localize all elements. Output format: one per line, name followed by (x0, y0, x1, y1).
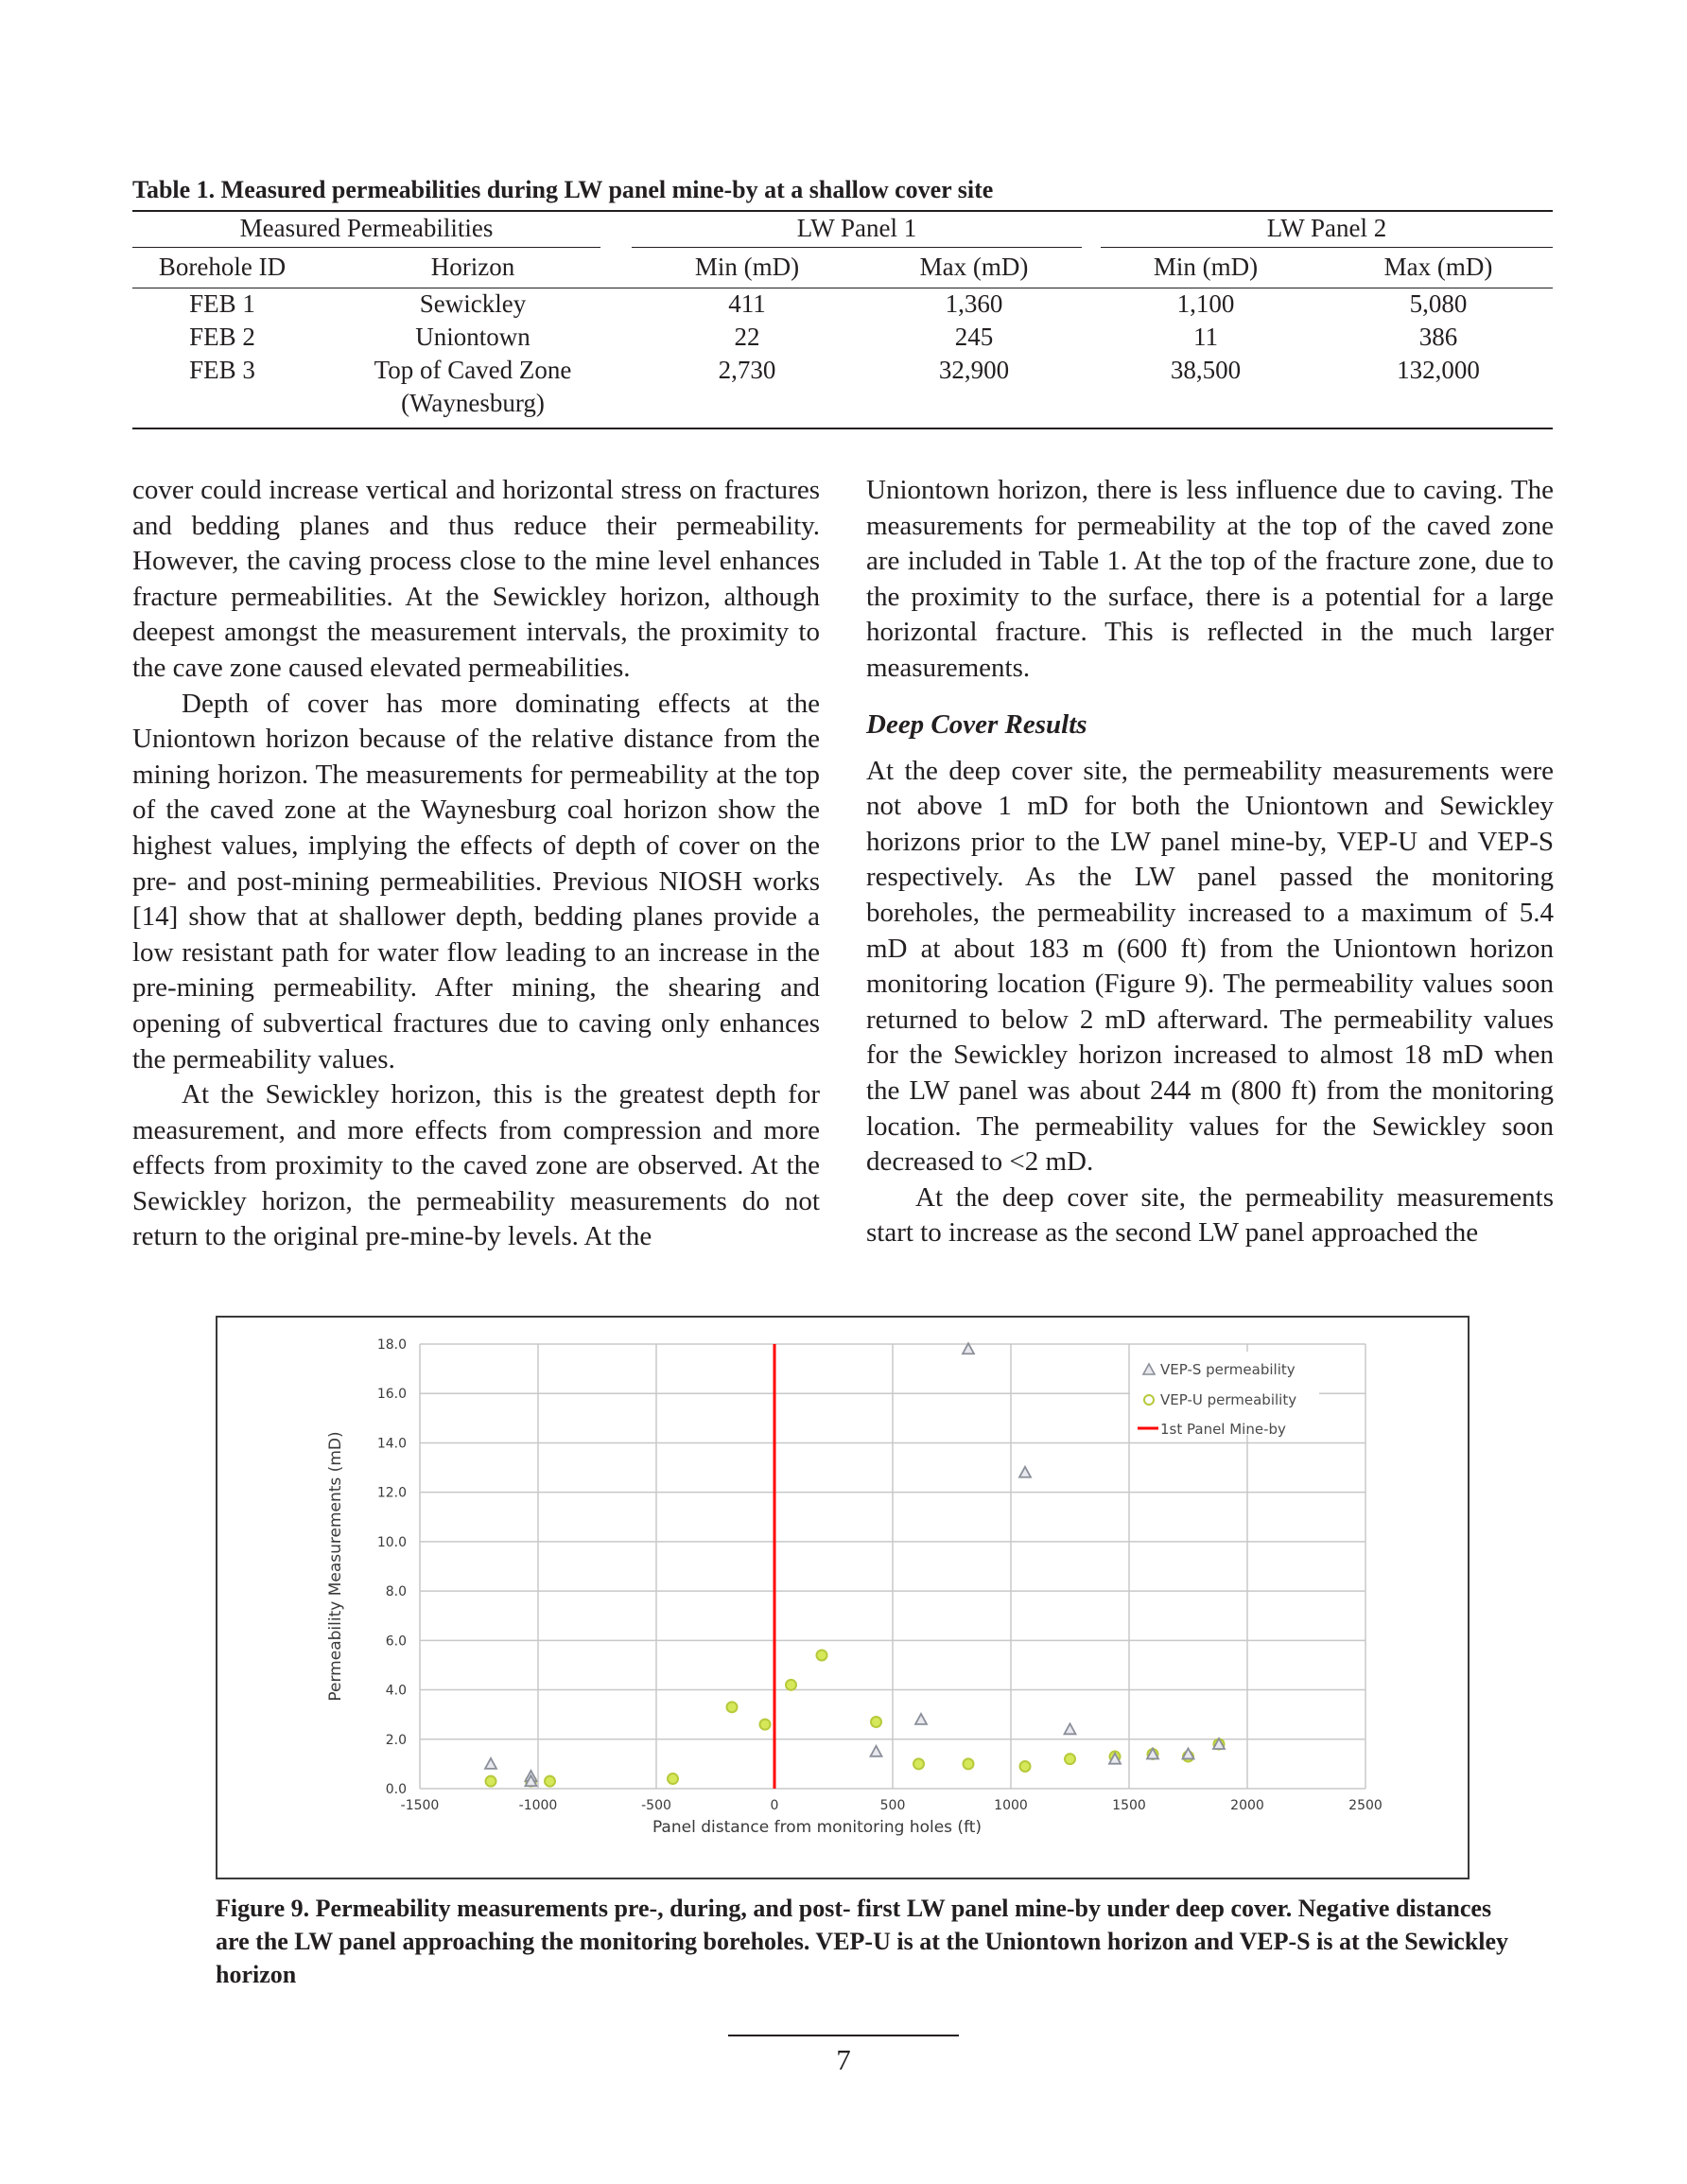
table-cell: 22 (734, 323, 760, 351)
table-cell: 38,500 (1170, 356, 1242, 384)
table-cell: 1,360 (945, 289, 1003, 318)
vep-s-point (1065, 1723, 1076, 1734)
table-cell: Top of Caved Zone (374, 356, 572, 384)
paragraph: At the Sewickley horizon, this is the greatest depth for measurement, and more effects from compression and more effects from proximity to the caved zone are observed. At the Sewickley horizon, the permeability measurements do not return to the original pre-mine-by levels. At the (132, 1079, 820, 1252)
vep-u-point (1065, 1754, 1075, 1764)
y-tick-label: 0.0 (385, 1782, 407, 1797)
paragraph: cover could increase vertical and horizontal stress on fractures and bedding planes and thus reduce their permeability. However, the caving process close to the mine level enhances fracture permeabilities. At the Sewickley horizon, although deepest amongst the measurement intervals, the proximity to the cave zone caused elevated permeabilities. (132, 475, 820, 683)
table-cell: FEB 1 (189, 289, 255, 318)
vep-s-point (871, 1746, 882, 1756)
vep-u-point (786, 1680, 796, 1690)
group-header-measured: Measured Permeabilities (239, 214, 494, 242)
x-axis-label: Panel distance from monitoring holes (ft) (652, 1818, 983, 1837)
page-number: 7 (836, 2043, 851, 2076)
col-header-p1-min: Min (mD) (694, 253, 800, 281)
legend-vep-u-label: VEP-U permeability (1160, 1391, 1297, 1408)
y-tick-label: 8.0 (385, 1584, 407, 1600)
paragraph: Uniontown horizon, there is less influence due to caving. The measurements for permeability at the top of the caved zone are included in Table 1. At the top of the fracture zone, due to the proximity to the surface, there is a potential for a large horizontal fracture. This is reflected in the much larger measurements. (866, 475, 1554, 683)
paragraph: At the deep cover site, the permeability measurements were not above 1 mD for both the Uniontown and Sewickley horizons prior to the LW panel mine-by, VEP-U and VEP-S respectively. As the LW panel passed the monitoring boreholes, the permeability increased to a maximum of 5.4 mD at about 183 m (600 ft) from the Uniontown horizon monitoring location (Figure 9). The permeability values soon returned to below 2 mD afterward. The permeability values for the Sewickley horizon increased to almost 18 mD when the LW panel was about 244 m (800 ft) from the monitoring location. The permeability values for the Sewickley soon decreased to <2 mD. (866, 755, 1554, 1178)
legend-vep-u-marker (1144, 1395, 1154, 1405)
table-cell: 386 (1418, 323, 1458, 351)
y-tick-label: 6.0 (385, 1634, 407, 1650)
group-rule-1 (132, 247, 600, 248)
y-tick-label: 16.0 (376, 1387, 407, 1403)
group-header-lw-panel-1: LW Panel 1 (796, 214, 917, 242)
col-header-p2-min: Min (mD) (1153, 253, 1259, 281)
footer-rule (728, 2035, 959, 2036)
col-header-p2-max: Max (mD) (1383, 253, 1493, 281)
scatter-chart (217, 1318, 1468, 1878)
x-tick-label: -1000 (518, 1798, 558, 1813)
right-column (866, 473, 1554, 1251)
vep-u-point (760, 1720, 771, 1730)
figure-caption: Figure 9. Permeability measurements pre-, during, and post- first LW panel mine-by under deep cover. Negative distances are the LW panel approaching the monitoring boreholes. VEP-U is at the Uniontown horizon and VEP-S is at the Sewickley horizon (216, 1895, 1509, 1988)
vep-s-point (1019, 1467, 1031, 1477)
table-top-rule (132, 210, 1553, 212)
table-cell: 5,080 (1409, 289, 1468, 318)
table-caption: Table 1. Measured permeabilities during LW panel mine-by at a shallow cover site (132, 176, 994, 203)
table-cell: 411 (728, 289, 766, 318)
vep-u-point (817, 1651, 827, 1661)
table-cell: FEB 3 (189, 356, 255, 384)
legend-mine-by-label: 1st Panel Mine-by (1160, 1421, 1286, 1438)
vep-s-point (963, 1343, 974, 1354)
x-tick-label: -500 (641, 1798, 671, 1813)
paragraph: Depth of cover has more dominating effects at the Uniontown horizon because of the relative distance from the mining horizon. The measurements for permeability at the top of the caved zone at the Waynesburg coal horizon show the highest values, implying the effects of depth of cover on the pre- and post-mining permeabilities. Previous NIOSH works [14] show that at shallower depth, bedding planes provide a low resistant path for water flow leading to an increase in the pre-mining permeability. After mining, the shearing and opening of subvertical fractures due to caving only enhances the permeability values. (132, 688, 820, 1075)
table-cell: 1,100 (1176, 289, 1235, 318)
left-column (132, 473, 820, 1255)
vep-u-point (668, 1773, 678, 1784)
x-tick-label: 2000 (1230, 1798, 1264, 1813)
col-header-borehole: Borehole ID (158, 253, 287, 281)
y-tick-label: 12.0 (376, 1485, 407, 1501)
x-tick-label: -1500 (400, 1798, 440, 1813)
vep-u-point (964, 1758, 974, 1769)
table-cell: 2,730 (718, 356, 776, 384)
vep-u-point (1020, 1761, 1031, 1772)
vep-u-point (545, 1776, 555, 1787)
y-tick-label: 18.0 (376, 1337, 407, 1353)
y-tick-label: 14.0 (376, 1436, 407, 1452)
col-header-p1-max: Max (mD) (919, 253, 1029, 281)
y-axis-label: Permeability Measurements (mD) (326, 1431, 345, 1702)
col-header-horizon: Horizon (430, 253, 515, 281)
x-tick-label: 0 (770, 1798, 779, 1813)
group-rule-3 (1101, 247, 1553, 248)
x-tick-label: 500 (879, 1798, 906, 1813)
y-tick-label: 4.0 (385, 1683, 407, 1699)
x-tick-label: 1000 (994, 1798, 1028, 1813)
x-tick-label: 1500 (1112, 1798, 1146, 1813)
group-header-lw-panel-2: LW Panel 2 (1266, 214, 1387, 242)
figure-9 (216, 1316, 1470, 1879)
vep-u-point (486, 1776, 496, 1787)
vep-s-point (485, 1758, 496, 1769)
y-tick-label: 2.0 (385, 1732, 407, 1748)
legend-vep-s-label: VEP-S permeability (1160, 1361, 1296, 1378)
vep-u-point (913, 1758, 924, 1769)
vep-s-point (915, 1714, 927, 1724)
y-tick-label: 10.0 (376, 1534, 407, 1550)
group-rule-2 (632, 247, 1082, 248)
table-cell: FEB 2 (189, 323, 255, 351)
table-cell: 132,000 (1397, 356, 1480, 384)
section-heading: Deep Cover Results (866, 708, 1087, 740)
table-bottom-rule (132, 428, 1553, 429)
vep-u-point (871, 1717, 881, 1727)
table-cell: 245 (954, 323, 994, 351)
paragraph: At the deep cover site, the permeability measurements start to increase as the second LW panel approached the (866, 1181, 1554, 1249)
table-cell: Sewickley (419, 289, 527, 318)
table-cell: 32,900 (938, 356, 1010, 384)
x-tick-label: 2500 (1348, 1798, 1383, 1813)
table-cell: (Waynesburg) (401, 389, 545, 417)
table-cell: Uniontown (415, 323, 530, 351)
table-cell: 11 (1193, 323, 1218, 351)
vep-u-point (727, 1702, 738, 1712)
